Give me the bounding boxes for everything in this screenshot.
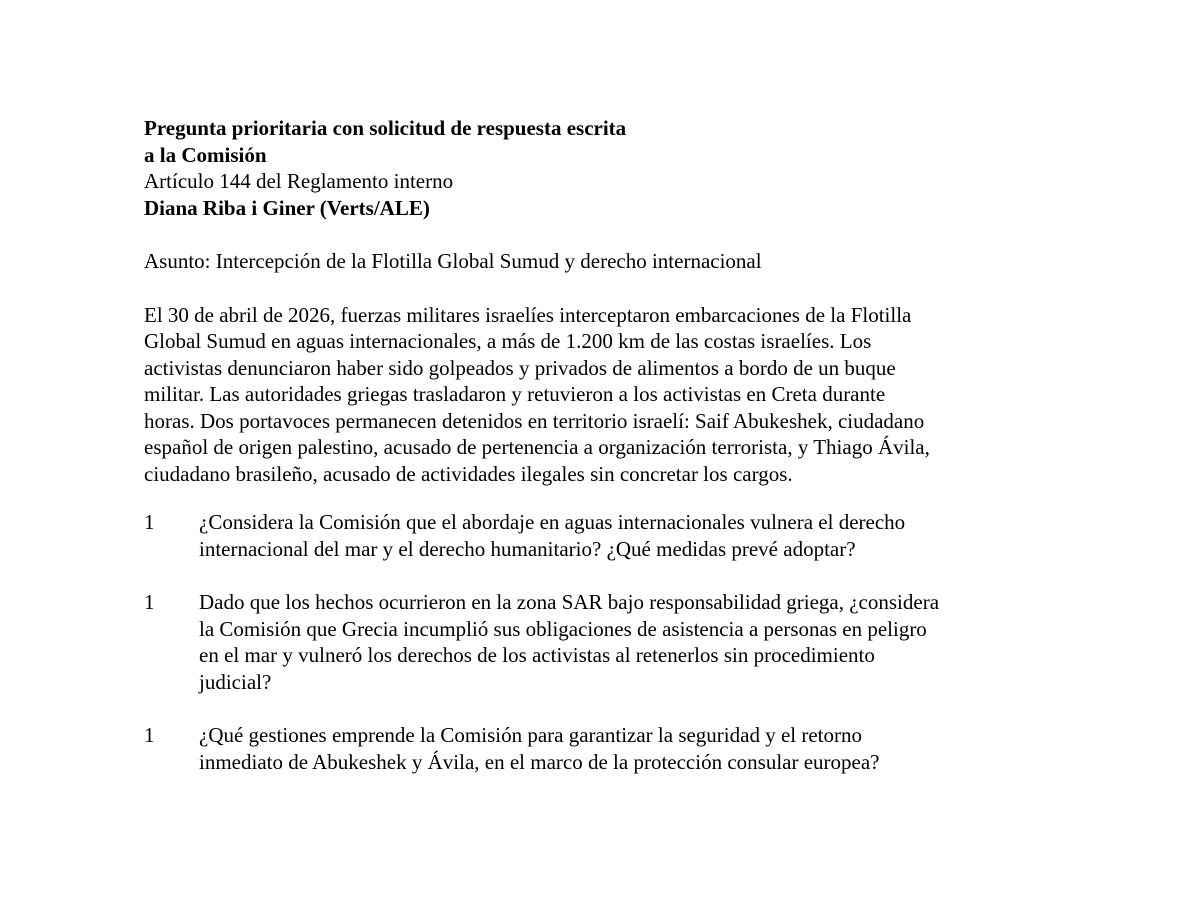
question-text <box>199 509 1064 562</box>
subject-line: Asunto: Intercepción de la Flotilla Global Sumud y derecho internacional <box>144 249 762 273</box>
question-text <box>199 589 1064 695</box>
body-line: activistas denunciaron haber sido golpeados y privados de alimentos a bordo de un buque <box>144 355 896 380</box>
body-line: El 30 de abril de 2026, fuerzas militares israelíes interceptaron embarcaciones de la Flotilla <box>144 302 912 327</box>
question-line: la Comisión que Grecia incumplió sus obligaciones de asistencia a personas en peligro <box>199 616 927 641</box>
question-item <box>144 589 1064 695</box>
question-line: en el mar y vulneró los derechos de los activistas al retenerlos sin procedimiento <box>199 643 875 667</box>
question-text <box>199 722 1064 775</box>
document-title-line-1: Pregunta prioritaria con solicitud de respuesta escrita <box>144 116 627 140</box>
body-line: Global Sumud en aguas internacionales, a más de 1.200 km de las costas israelíes. Los <box>144 329 872 353</box>
question-line: judicial? <box>199 669 272 694</box>
body-line: horas. Dos portavoces permanecen detenidos en territorio israelí: Saif Abukeshek, ciudadano <box>144 408 925 433</box>
document-page <box>144 115 1064 775</box>
question-number: 1 <box>144 590 155 614</box>
question-line: ¿Considera la Comisión que el abordaje en aguas internacionales vulnera el derecho <box>199 510 906 534</box>
question-item <box>144 509 1064 562</box>
question-number: 1 <box>144 723 155 747</box>
author-name: Diana Riba i Giner (Verts/ALE) <box>144 195 430 220</box>
rule-article: Artículo 144 del Reglamento interno <box>144 169 454 193</box>
document-title-line-2: a la Comisión <box>144 142 267 167</box>
body-line: ciudadano brasileño, acusado de actividades ilegales sin concretar los cargos. <box>144 461 793 486</box>
document-header <box>144 115 1064 221</box>
question-item <box>144 722 1064 775</box>
body-paragraph <box>144 302 1064 488</box>
body-line: militar. Las autoridades griegas trasladaron y retuvieron a los activistas en Creta durante <box>144 382 886 406</box>
body-line: español de origen palestino, acusado de pertenencia a organización terrorista, y Thiago Ávila, <box>144 435 930 459</box>
question-line: ¿Qué gestiones emprende la Comisión para garantizar la seguridad y el retorno <box>199 723 863 747</box>
question-line: inmediato de Abukeshek y Ávila, en el marco de la protección consular europea? <box>199 749 880 774</box>
question-number: 1 <box>144 510 155 534</box>
question-line: internacional del mar y el derecho humanitario? ¿Qué medidas prevé adoptar? <box>199 536 856 561</box>
question-line: Dado que los hechos ocurrieron en la zona SAR bajo responsabilidad griega, ¿considera <box>199 590 940 614</box>
